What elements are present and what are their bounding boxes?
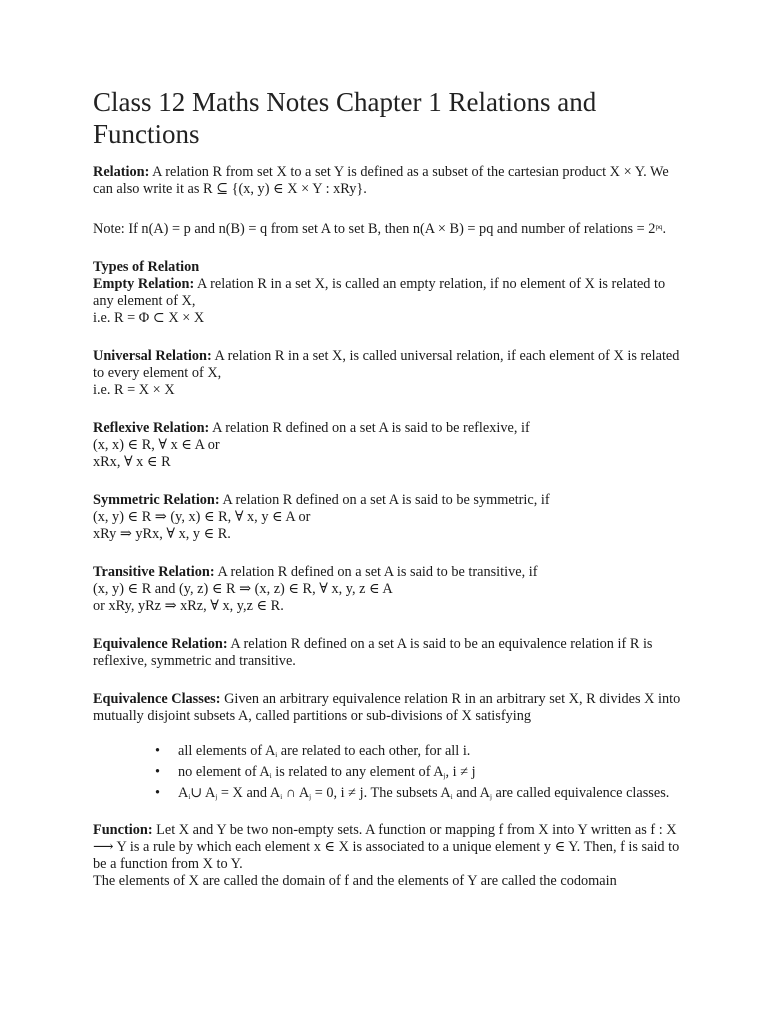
transitive-heading: Transitive Relation: [93,564,215,580]
classes-heading: Equivalence Classes: [93,691,221,707]
subscript: j [215,793,218,801]
subscript: i [188,793,191,801]
empty-paragraph [93,276,683,310]
equivalence-heading: Equivalence Relation: [93,636,228,652]
bullet-text: are called equivalence classes. [491,785,670,801]
reflexive-formula-2: xRx, ∀ x ∈ R [93,454,171,470]
bullet-icon: • [155,764,161,780]
transitive-formula-1: (x, y) ∈ R and (y, z) ∈ R ⇒ (x, z) ∈ R, ∀ x, y, z ∈ A [93,581,393,597]
bullet-icon: • [155,785,161,801]
relation-text: A relation R from set X to a set Y is defined as a subset of the cartesian product X × Y. We can also write it as R ⊆ {(x, y) ∈ X × Y : xRy}. [93,164,669,197]
subscript: i [275,751,278,759]
empty-heading: Empty Relation: [93,276,195,292]
transitive-paragraph [93,564,683,581]
note-end: . [662,221,667,237]
universal-paragraph [93,348,683,382]
universal-formula: i.e. R = X × X [93,382,175,398]
bullet-text: ∪ A [190,785,216,801]
list-item [155,743,683,764]
bullet-text: = 0, i ≠ j. The subsets A [311,785,451,801]
note-text: Note: If n(A) = p and n(B) = q from set A to set B, then n(A × B) = pq and number of relations = 2 [93,221,656,237]
note-paragraph [93,219,683,238]
symmetric-formula-1: (x, y) ∈ R ⇒ (y, x) ∈ R, ∀ x, y ∈ A or [93,509,311,525]
transitive-text: A relation R defined on a set A is said to be transitive, if [214,564,538,580]
bullet-text: ∩ A [282,785,310,801]
empty-text: A relation R in a set X, is called an empty relation, if no element of X is related to any element of X, [93,276,666,309]
equivalence-paragraph [93,636,683,670]
transitive-formula-2: or xRy, yRz ⇒ xRz, ∀ x, y,z ∈ R. [93,598,284,614]
empty-formula: i.e. R = Φ ⊂ X × X [93,310,205,326]
subscript: j [309,793,312,801]
function-heading: Function: [93,822,153,838]
bullet-icon: • [155,743,161,759]
universal-text: A relation R in a set X, is called universal relation, if each element of X is related to every element of X, [93,348,680,381]
bullet-text: all elements of A [178,743,276,759]
reflexive-text: A relation R defined on a set A is said to be reflexive, if [209,420,530,436]
symmetric-formula-2: xRy ⇒ yRx, ∀ x, y ∈ R. [93,526,231,542]
subscript: i [269,772,272,780]
bullet-text: A [178,785,189,801]
classes-bullet-list [93,743,683,806]
symmetric-heading: Symmetric Relation: [93,492,220,508]
list-item [155,764,683,785]
function-paragraph [93,822,683,873]
universal-heading: Universal Relation: [93,348,212,364]
classes-text: Given an arbitrary equivalence relation R in an arbitrary set X, R divides X into mutually disjoint subsets A, called partitions or sub-divisions of X satisfying [93,691,681,724]
reflexive-formula-1: (x, x) ∈ R, ∀ x ∈ A or [93,437,220,453]
symmetric-text: A relation R defined on a set A is said to be symmetric, if [219,492,550,508]
subscript: j [489,793,492,801]
bullet-text: is related to any element of A [271,764,444,780]
function-text: Let X and Y be two non-empty sets. A function or mapping f from X into Y written as f : X ⟶ Y is a rule by which each element x ∈ X is associated to a unique element y ∈ Y. Then, f is said to be a function from X to Y. [93,822,680,872]
bullet-text: and A [452,785,490,801]
equivalence-text: A relation R defined on a set A is said to be an equivalence relation if R is reflexive, symmetric and transitive. [93,636,653,669]
subscript: i [450,793,453,801]
relation-paragraph [93,164,683,198]
bullet-text: , i ≠ j [445,764,476,780]
bullet-text: = X and A [217,785,281,801]
bullet-text: are related to each other, for all i. [277,743,471,759]
types-heading [93,259,683,276]
function-continuation: The elements of X are called the domain of f and the elements of Y are called the codomain [93,873,617,889]
note-exponent: pq [655,223,663,231]
bullet-text: no element of A [178,764,270,780]
classes-paragraph [93,691,683,725]
page-title: Class 12 Maths Notes Chapter 1 Relations and Functions [93,87,597,149]
reflexive-heading: Reflexive Relation: [93,420,210,436]
reflexive-paragraph [93,420,683,437]
subscript: j [443,772,446,780]
subscript: i [280,793,283,801]
relation-heading: Relation: [93,164,150,180]
types-heading-text: Types of Relation [93,259,200,275]
document-content [93,86,683,890]
symmetric-paragraph [93,492,683,509]
list-item [155,785,683,806]
